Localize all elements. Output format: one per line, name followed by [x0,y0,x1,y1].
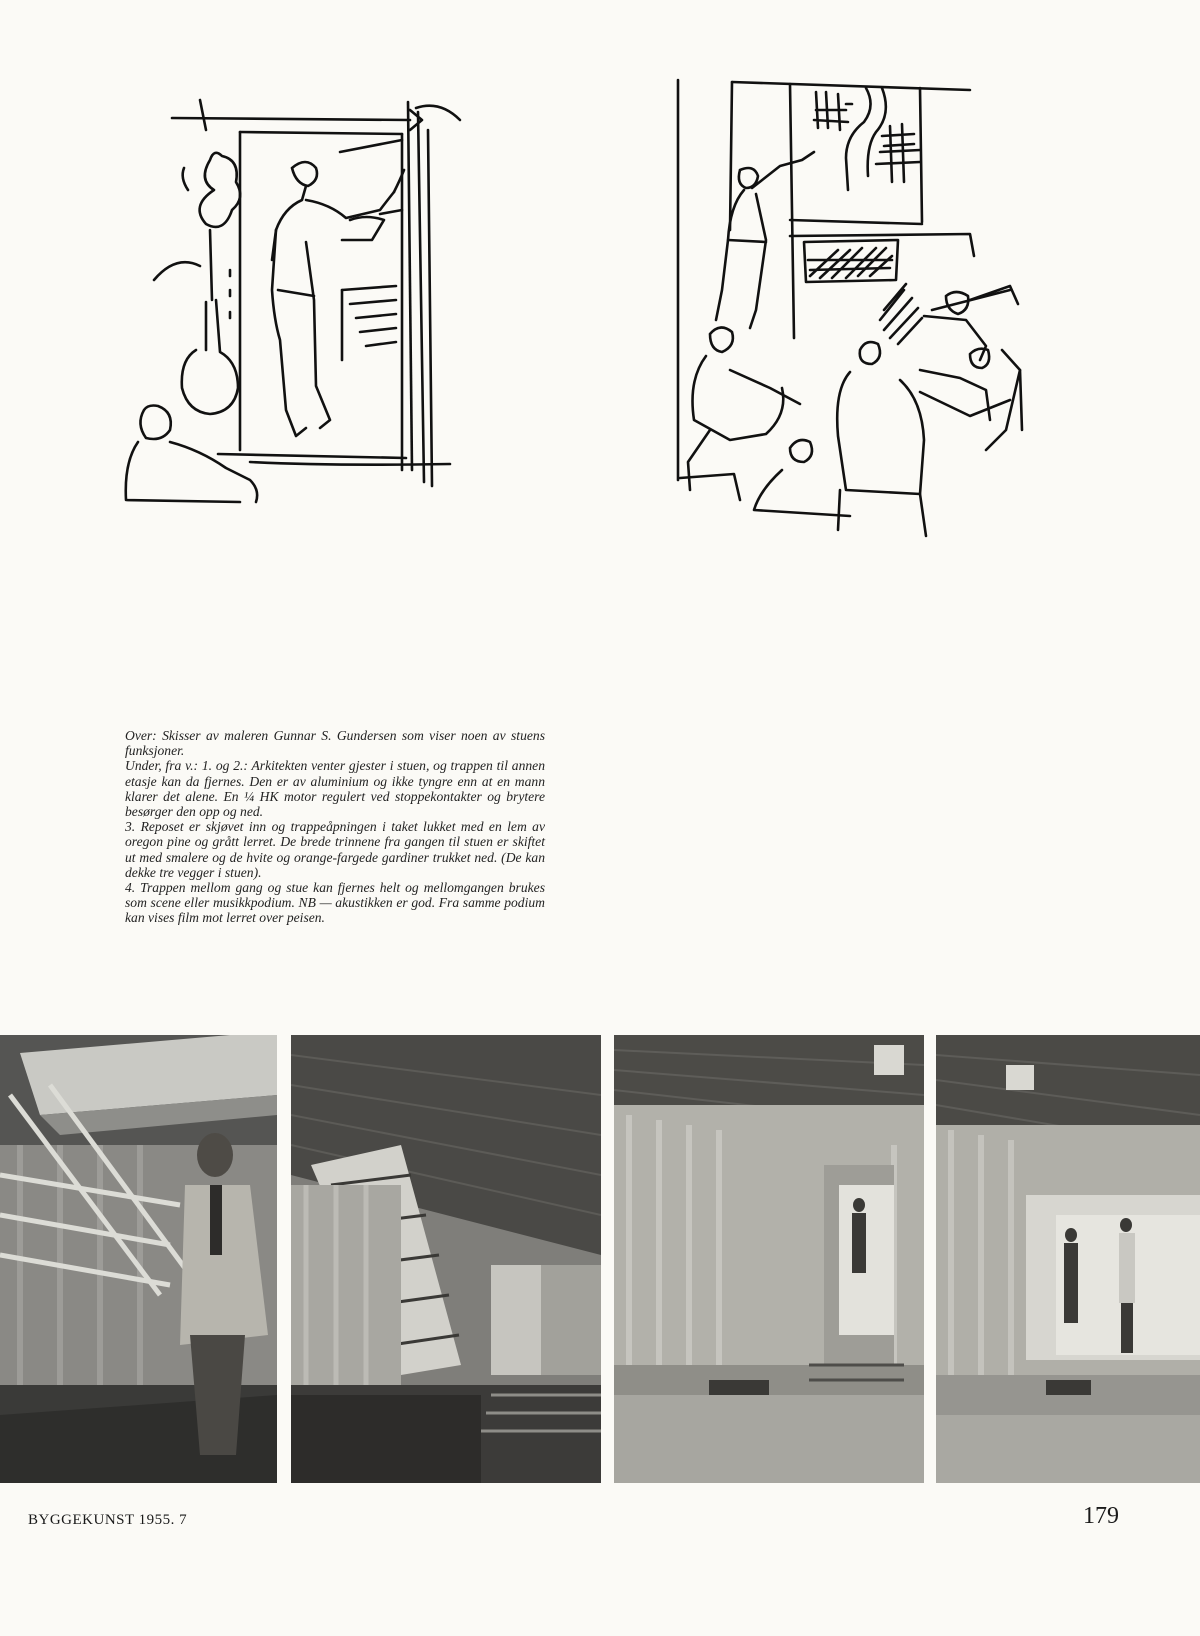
journal-footer: BYGGEKUNST 1955. 7 [28,1512,188,1528]
caption-line-4: 4. Trappen mellom gang og stue kan fjernes helt og mellomgangen brukes som scene eller musikkpodium. NB — akustikken er god. Fra samme podium kan vises film mot lerret over peisen. [125,880,545,926]
caption-line-under: Under, fra v.: 1. og 2.: Arkitekten venter gjester i stuen, og trappen til annen etasje kan da fjernes. Den er av aluminium og ikke tyngre enn at en mann klarer det alene. En ¼ HK motor regulert ved stoppekontakter og brytere besørger den opp og ned. [125,758,545,820]
photo-curtains-and-podium [614,1035,924,1483]
sketch-man-presenting [110,90,520,530]
page-number: 179 [1083,1503,1119,1529]
figure-caption [125,728,545,926]
photo-architect-with-stair [0,1035,277,1483]
sketch-audience-meeting [670,70,1050,540]
photo-stage-two-figures [936,1035,1200,1483]
photo-stair-into-living-room [291,1035,601,1483]
caption-line-3: 3. Reposet er skjøvet inn og trappeåpningen i taket lukket med en lem av oregon pine og grått lerret. De brede trinnene fra gangen til stuen er skiftet ut med smalere og de hvite og orange-fargede gardiner trukket ned. (De kan dekke tre vegger i stuen). [125,819,545,880]
caption-line-over: Over: Skisser av maleren Gunnar S. Gundersen som viser noen av stuens funksjoner. [125,728,545,759]
